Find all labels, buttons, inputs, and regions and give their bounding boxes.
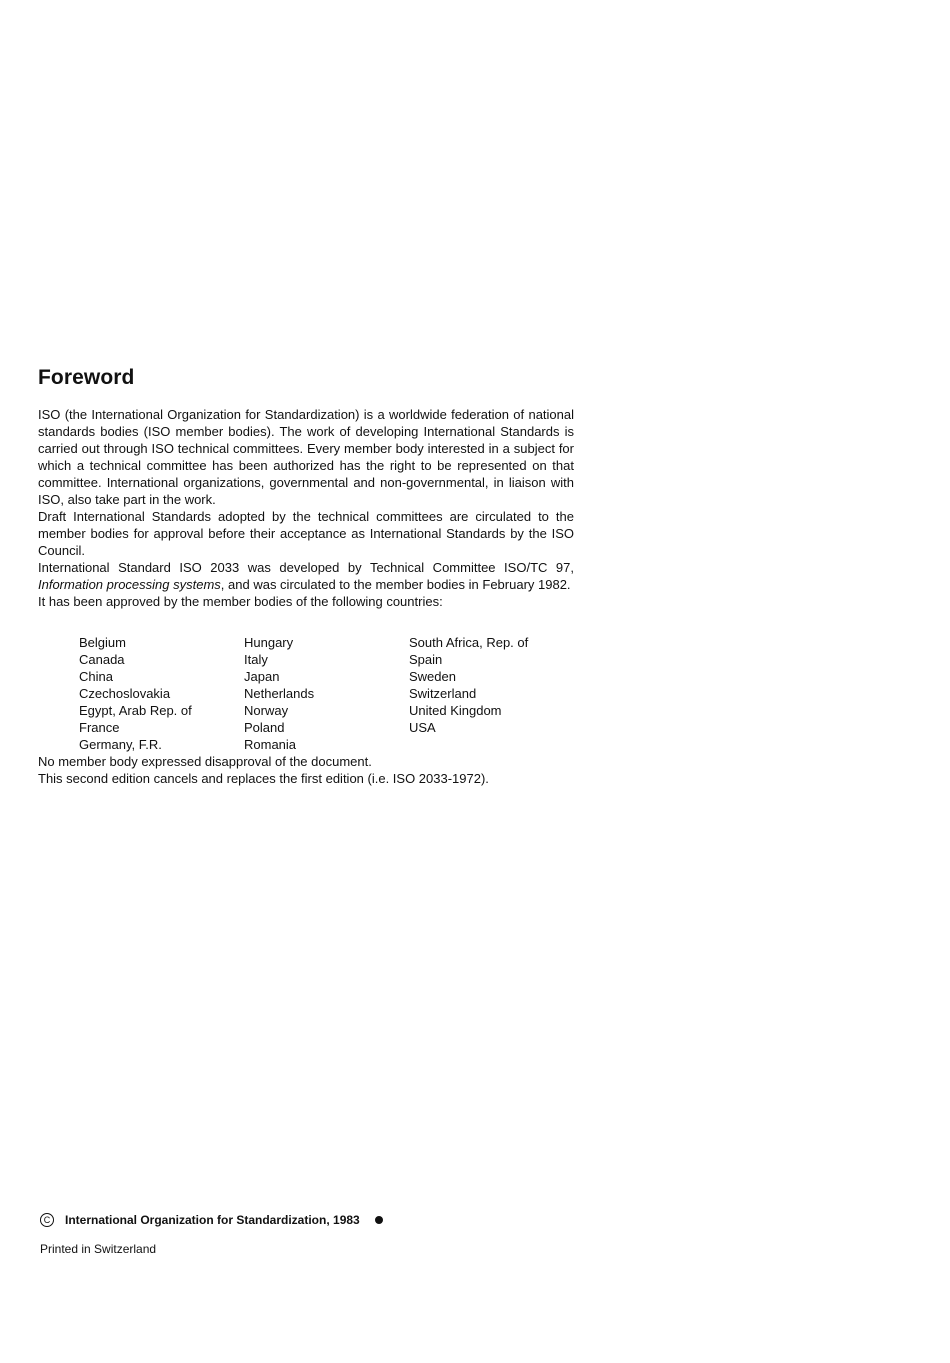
country-item: Romania <box>244 737 297 752</box>
country-list <box>79 634 574 753</box>
country-item: Poland <box>244 720 285 735</box>
paragraph-edition-note: This second edition cancels and replaces the first edition (i.e. ISO 2033-1972). <box>38 771 489 786</box>
foreword-section <box>38 366 574 787</box>
country-column-3 <box>409 634 574 753</box>
country-item: Czechoslovakia <box>79 686 171 701</box>
country-item: Spain <box>409 652 443 667</box>
country-item: Belgium <box>79 635 126 650</box>
country-item: Canada <box>79 652 125 667</box>
country-item: Norway <box>244 703 289 718</box>
country-item: South Africa, Rep. of <box>409 635 529 650</box>
country-item: Germany, F.R. <box>79 737 162 752</box>
country-item: USA <box>409 720 436 735</box>
committee-title: Information processing systems <box>38 577 221 592</box>
development-text-end: , and was circulated to the member bodies in February 1982. <box>220 577 571 592</box>
country-item: Netherlands <box>244 686 315 701</box>
paragraph-approval: It has been approved by the member bodies of the following countries: <box>38 594 443 609</box>
printed-location: Printed in Switzerland <box>40 1242 157 1256</box>
country-item: China <box>79 669 113 684</box>
paragraph-development <box>38 559 574 593</box>
copyright-text: International Organization for Standardization, 1983 <box>65 1213 360 1227</box>
country-item: Italy <box>244 652 268 667</box>
copyright-icon: C <box>40 1213 54 1227</box>
paragraph-draft-standards: Draft International Standards adopted by the technical committees are circulated to the member bodies for approval before their acceptance as International Standards by the ISO Council. <box>38 509 574 558</box>
country-item: France <box>79 720 120 735</box>
country-item: Hungary <box>244 635 294 650</box>
country-column-2 <box>244 634 409 753</box>
country-column-1 <box>79 634 244 753</box>
copyright-line <box>40 1212 383 1228</box>
foreword-heading: Foreword <box>38 366 135 389</box>
footer <box>40 1212 383 1256</box>
country-item: United Kingdom <box>409 703 502 718</box>
paragraph-iso-description: ISO (the International Organization for Standardization) is a worldwide federation of national standards bodies (ISO member bodies). The work of developing International Standards is carried out through ISO technical committees. Every member body interested in a subject for which a technical committee has been authorized has the right to be represented on that committee. International organizations, governmental and non-governmental, in liaison with ISO, also take part in the work. <box>38 407 574 507</box>
paragraph-no-disapproval: No member body expressed disapproval of the document. <box>38 754 372 769</box>
country-item: Egypt, Arab Rep. of <box>79 703 192 718</box>
bullet-icon <box>375 1216 383 1224</box>
country-item: Japan <box>244 669 280 684</box>
country-item: Switzerland <box>409 686 477 701</box>
development-text-start: International Standard ISO 2033 was developed by Technical Committee ISO/TC 97, <box>38 560 574 575</box>
country-item: Sweden <box>409 669 456 684</box>
